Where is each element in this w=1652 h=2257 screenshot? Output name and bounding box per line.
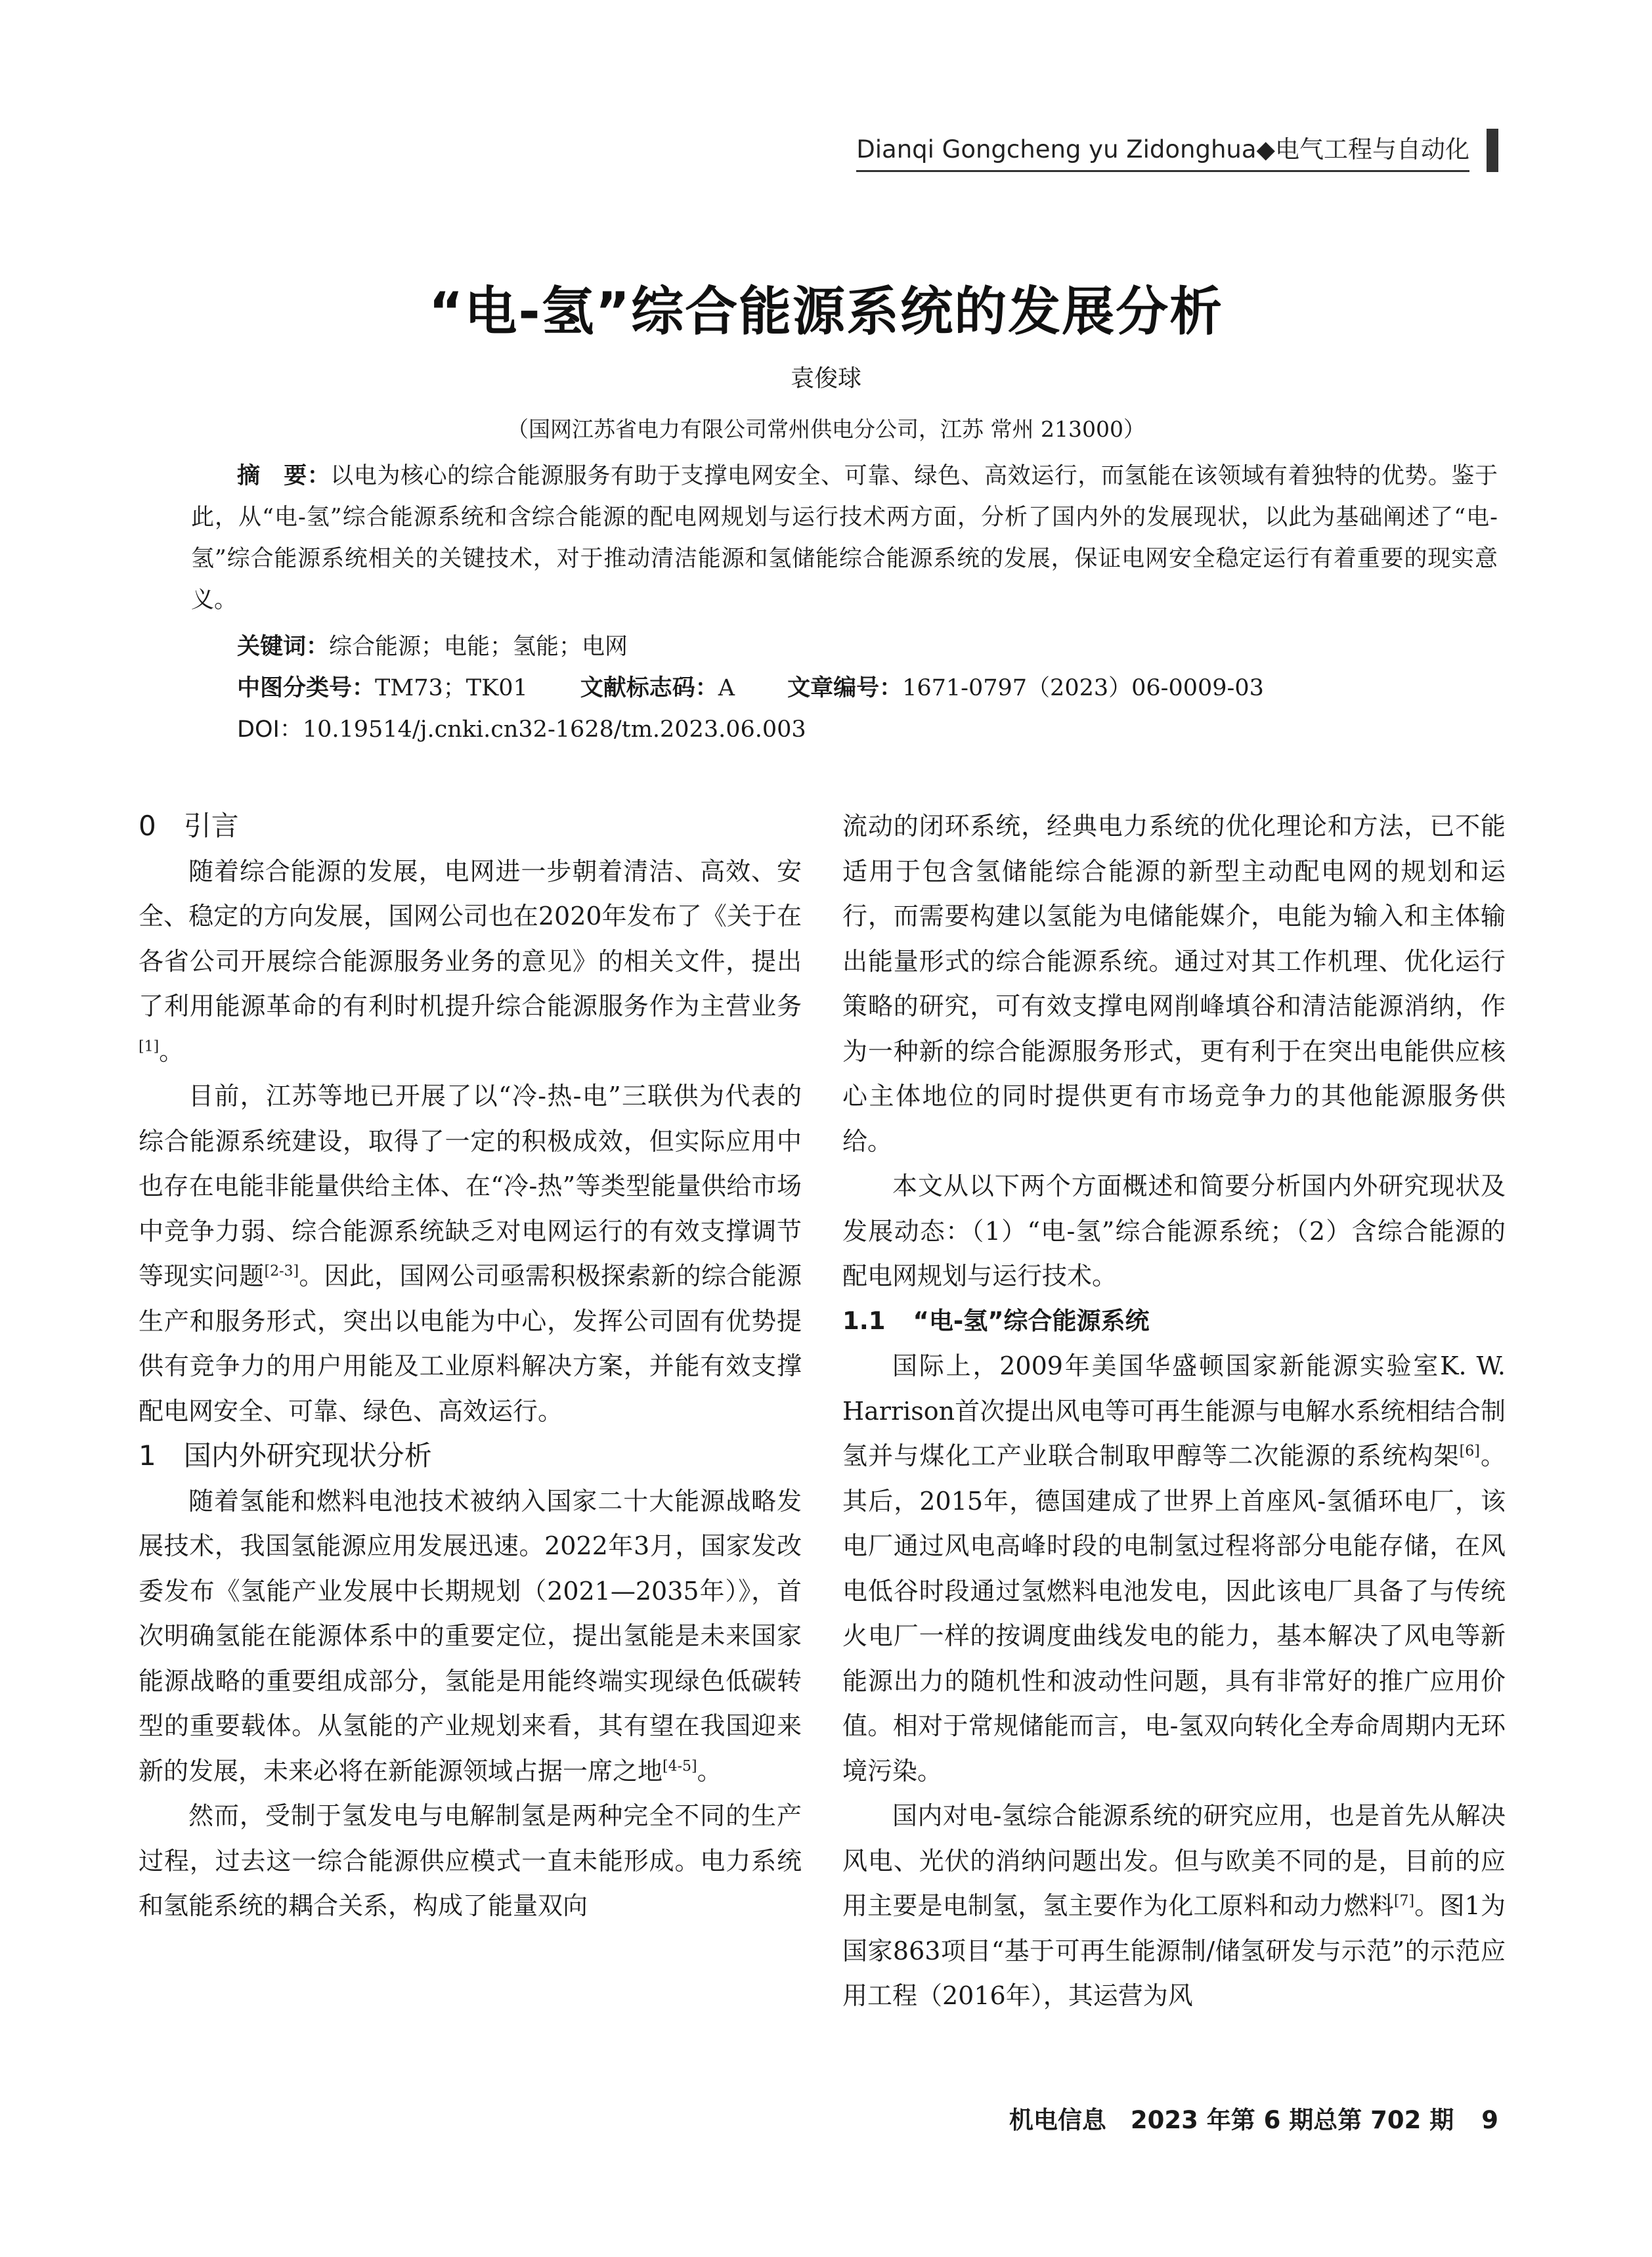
doi-value: 10.19514/j.cnki.cn32-1628/tm.2023.06.003 [302, 716, 806, 743]
page-number: 9 [1481, 2106, 1498, 2134]
keywords-text: 综合能源；电能；氢能；电网 [329, 634, 628, 660]
article-number-value: 1671-0797（2023）06-0009-03 [902, 675, 1264, 701]
author-affiliation: （国网江苏省电力有限公司常州供电分公司，江苏 常州 213000） [507, 416, 1145, 442]
abstract-label: 摘 要： [237, 463, 331, 489]
keywords-label: 关键词： [237, 634, 330, 660]
page-footer [1009, 2100, 1498, 2136]
section-heading-status: 1 国内外研究现状分析 [139, 1439, 432, 1472]
header-bar-decoration [1487, 129, 1498, 172]
doc-code-value: A [718, 675, 735, 701]
clc-value: TM73；TK01 [375, 675, 528, 701]
author-name: 袁俊球 [790, 365, 861, 392]
citation: [6] [1459, 1443, 1480, 1460]
subsection-heading: 1.1 “电-氢”综合能源系统 [842, 1306, 1150, 1335]
paragraph: 随着综合能源的发展，电网进一步朝着清洁、高效、安全、稳定的方向发展，国网公司也在2020年发布了《关于在各省公司开展综合能源服务业务的意见》的相关文件，提出了利用能源革命的有利时机提升综合能源服务作为主营业务[1]。 [139, 856, 802, 1066]
paragraph: 国际上，2009年美国华盛顿国家新能源实验室K. W. Harrison首次提出风电等可再生能源与电解水系统相结合制氢并与煤化工产业联合制取甲醇等二次能源的系统构架[6]。其后，2015年，德国建成了世界上首座风-氢循环电厂，该电厂通过风电高峰时段的电制氢过程将部分电能存储，在风电低谷时段通过氢燃料电池发电，因此该电厂具备了与传统火电厂一样的按调度曲线发电的能力，基本解决了风电等新能源出力的随机性和波动性问题，具有非常好的推广应用价值。相对于常规储能而言，电-氢双向转化全寿命周期内无环境污染。 [842, 1351, 1506, 1786]
running-head [856, 129, 1498, 172]
abstract [191, 456, 1498, 621]
citation: [1] [139, 1038, 160, 1055]
section-heading-intro: 0 引言 [139, 810, 239, 842]
citation: [7] [1393, 1893, 1415, 1910]
clc-label: 中图分类号： [237, 675, 376, 701]
doc-code-label: 文献标志码： [580, 675, 718, 701]
paragraph: 目前，江苏等地已开展了以“冷-热-电”三联供为代表的综合能源系统建设，取得了一定的积极成效，但实际应用中也存在电能非能量供给主体、在“冷-热”等类型能量供给市场中竞争力弱、综合能源系统缺乏对电网运行的有效支撑调节等现实问题[2-3]。因此，国网公司亟需积极探索新的综合能源生产和服务形式，突出以电能为中心，发挥公司固有优势提供有竞争力的用户用能及工业原料解决方案，并能有效支撑配电网安全、可靠、绿色、高效运行。 [139, 1082, 802, 1426]
paragraph: 本文从以下两个方面概述和简要分析国内外研究现状及发展动态：（1）“电-氢”综合能源系统；（2）含综合能源的配电网规划与运行技术。 [842, 1172, 1506, 1290]
article-number-label: 文章编号： [787, 675, 903, 701]
citation: [4-5] [663, 1757, 697, 1774]
journal-running-title: Dianqi Gongcheng yu Zidonghua◆电气工程与自动化 [856, 129, 1469, 172]
right-column [842, 804, 1506, 2019]
doi-line [191, 709, 1498, 751]
article-title: “电-氢”综合能源系统的发展分析 [428, 281, 1224, 342]
paragraph-continued: 然而，受制于氢发电与电解制氢是两种完全不同的生产过程，过去这一综合能源供应模式一直未能形成。电力系统和氢能系统的耦合关系，构成了能量双向 [139, 1801, 802, 1920]
paragraph: 国内对电-氢综合能源系统的研究应用，也是首先从解决风电、光伏的消纳问题出发。但与欧美不同的是，目前的应用主要是电制氢，氢主要作为化工原料和动力燃料[7]。图1为国家863项目“基于可再生能源制/储氢研发与示范”的示范应用工程（2016年），其运营为风 [842, 1801, 1506, 2010]
doi-label: DOI： [237, 716, 303, 743]
keywords [191, 626, 1498, 668]
journal-issue: 机电信息 2023 年第 6 期总第 702 期 [1009, 2106, 1454, 2134]
citation: [2-3] [264, 1263, 299, 1280]
left-column [139, 804, 802, 1929]
paragraph: 随着氢能和燃料电池技术被纳入国家二十大能源战略发展技术，我国氢能源应用发展迅速。2022年3月，国家发改委发布《氢能产业发展中长期规划（2021—2035年）》，首次明确氢能在能源体系中的重要定位，提出氢能是未来国家能源战略的重要组成部分，氢能是用能终端实现绿色低碳转型的重要载体。从氢能的产业规划来看，其有望在我国迎来新的发展，未来必将在新能源领域占据一席之地[4-5]。 [139, 1486, 802, 1786]
classification-line [191, 668, 1498, 709]
abstract-text: 以电为核心的综合能源服务有助于支撑电网安全、可靠、绿色、高效运行，而氢能在该领域有着独特的优势。鉴于此，从“电-氢”综合能源系统和含综合能源的配电网规划与运行技术两方面，分析了国内外的发展现状，以此为基础阐述了“电-氢”综合能源系统相关的关键技术，对于推动清洁能源和氢储能综合能源系统的发展，保证电网安全稳定运行有着重要的现实意义。 [191, 463, 1498, 613]
paragraph-continuation: 流动的闭环系统，经典电力系统的优化理论和方法，已不能适用于包含氢储能综合能源的新型主动配电网的规划和运行，而需要构建以氢能为电储能媒介，电能为输入和主体输出能量形式的综合能源系统。通过对其工作机理、优化运行策略的研究，可有效支撑电网削峰填谷和清洁能源消纳，作为一种新的综合能源服务形式，更有利于在突出电能供应核心主体地位的同时提供更有市场竞争力的其他能源服务供给。 [842, 812, 1506, 1156]
